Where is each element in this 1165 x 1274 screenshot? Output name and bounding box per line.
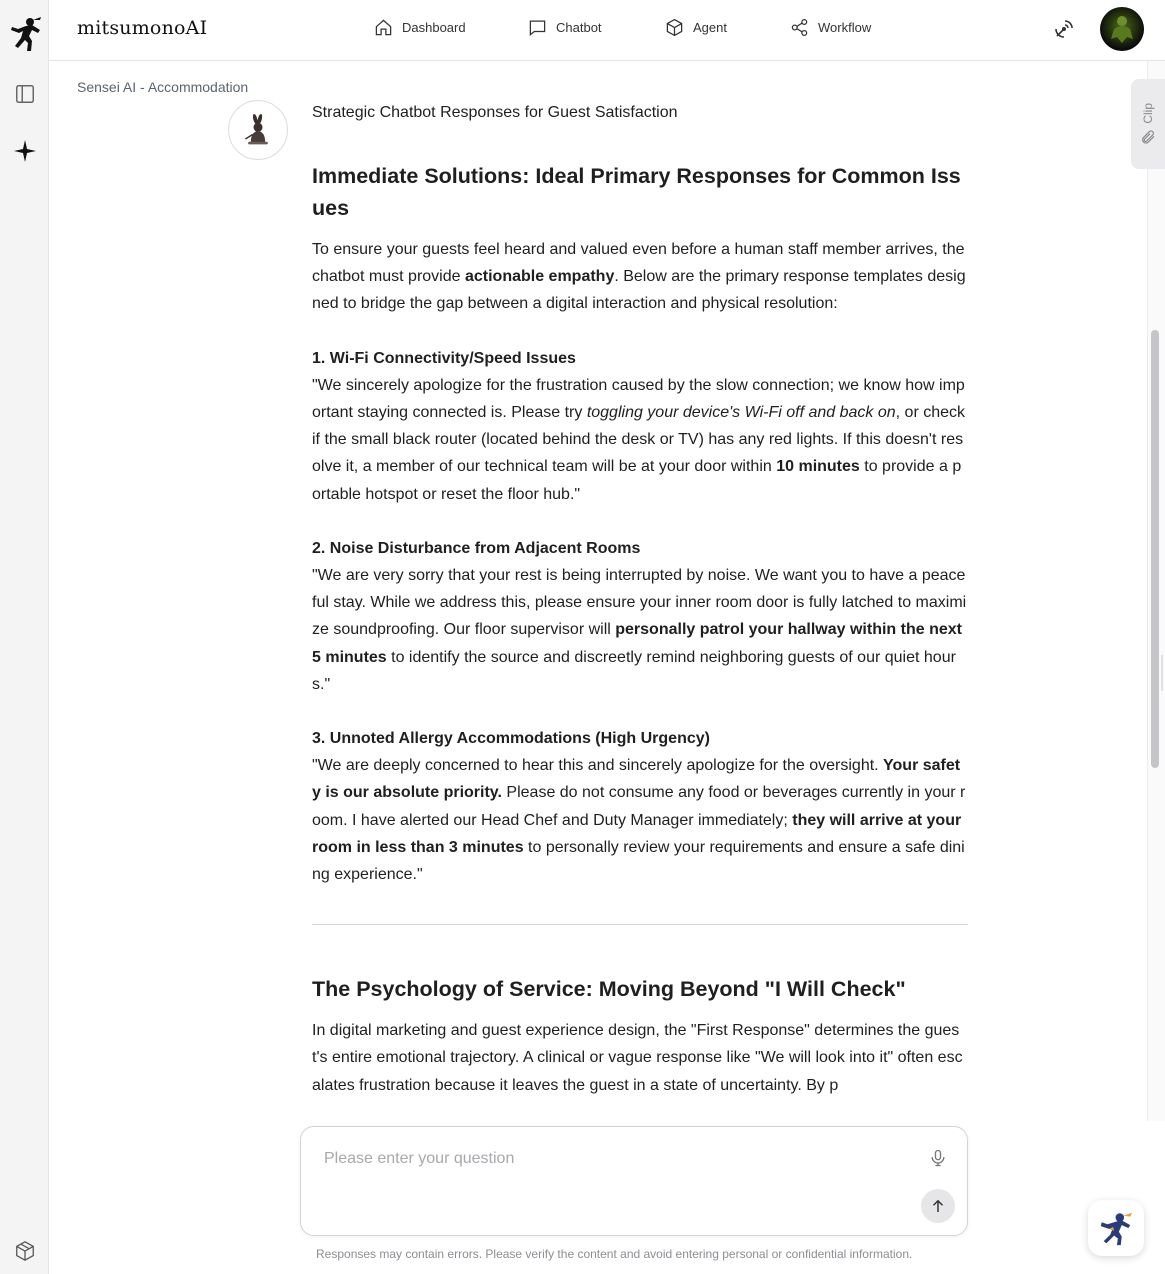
issue-noise-bold: personally patrol your hallway within the next 5 minutes	[312, 621, 962, 666]
nav-agent[interactable]	[665, 18, 727, 37]
issue-allergy-text: "We are deeply concerned to hear this and sincerely apologize for the oversight.	[312, 757, 884, 775]
bot-rabbit-icon	[240, 112, 276, 148]
issue-allergy	[312, 725, 968, 888]
intro-bold: actionable empathy	[464, 268, 615, 286]
chat-bubble-icon	[528, 18, 547, 37]
intro-text-end: . Below are the primary response templates designed to bridge the gap between a digital interaction and physical resolution:	[312, 268, 966, 313]
sidebar-toggle-icon[interactable]	[12, 81, 38, 107]
issue-noise-heading: 2. Noise Disturbance from Adjacent Rooms	[312, 539, 641, 557]
issue-allergy-bold-2: they will arrive at your room in less than 3 minutes	[312, 811, 962, 856]
ninja-logo-icon[interactable]	[8, 16, 42, 52]
chat-composer[interactable]	[300, 1126, 968, 1236]
issue-allergy-text-3: to personally review your requirements and ensure a safe dining experience."	[312, 838, 965, 884]
floating-assistant-button[interactable]	[1088, 1200, 1144, 1256]
question-input[interactable]	[324, 1147, 904, 1171]
clip-tab[interactable]	[1131, 79, 1165, 169]
cube-logo-icon[interactable]	[12, 1238, 38, 1264]
cube-icon	[665, 18, 684, 37]
clip-label: Clip	[1141, 102, 1155, 124]
issue-allergy-heading: 3. Unnoted Allergy Accommodations (High Urgency)	[312, 730, 710, 748]
nav-workflow[interactable]	[790, 18, 871, 37]
nav-chatbot-label: Chatbot	[556, 20, 602, 35]
issue-wifi-text-2: , or check if the small black router (located behind the desk or TV) has any red lights. If this doesn't resolve it, a member of our technical team will be at your door within	[312, 404, 966, 476]
issue-noise	[312, 535, 968, 698]
issue-allergy-bold: Your safety is our absolute priority.	[312, 757, 961, 802]
scrollbar-thumb[interactable]	[1151, 330, 1159, 768]
microphone-icon[interactable]	[925, 1145, 951, 1171]
issue-wifi	[312, 345, 968, 508]
send-button[interactable]	[921, 1189, 955, 1223]
issue-wifi-bold: 10 minutes	[776, 458, 860, 476]
sync-satellite-icon[interactable]	[1052, 17, 1076, 41]
message-title: Strategic Chatbot Responses for Guest Satisfaction	[312, 104, 678, 121]
section-heading-psychology: The Psychology of Service: Moving Beyond "I Will Check"	[312, 977, 906, 1002]
section-heading-immediate-solutions: Immediate Solutions: Ideal Primary Responses for Common Issues	[312, 164, 961, 220]
bot-avatar	[228, 100, 288, 160]
disclaimer-text: Responses may contain errors. Please verify the content and avoid entering personal or confidential information.	[316, 1247, 913, 1261]
issue-allergy-text-2: Please do not consume any food or beverages currently in your room. I have alerted our Head Chef and Duty Manager immediately;	[312, 784, 966, 829]
issue-wifi-heading: 1. Wi-Fi Connectivity/Speed Issues	[312, 349, 576, 367]
intro-paragraph	[312, 236, 968, 318]
divider	[312, 924, 968, 925]
nav-agent-label: Agent	[693, 20, 727, 35]
nav-chatbot[interactable]	[528, 18, 602, 37]
sparkle-icon[interactable]	[12, 138, 38, 164]
psychology-paragraph: In digital marketing and guest experience design, the "First Response" determines the guest's entire emotional trajectory. A clinical or vague response like "We will look into it" often escalates frustration because it leaves the guest in a state of uncertainty. By p	[312, 1022, 963, 1094]
share-nodes-icon	[790, 18, 809, 37]
left-sidebar	[0, 0, 49, 1274]
issue-wifi-text-3: to provide a portable hotspot or reset the floor hub."	[312, 458, 962, 503]
breadcrumb[interactable]: Sensei AI - Accommodation	[77, 79, 249, 95]
user-avatar[interactable]	[1100, 7, 1144, 51]
ninja-mascot-icon	[1097, 1209, 1135, 1247]
issue-noise-text-2: to identify the source and discreetly remind neighboring guests of our quiet hours."	[312, 648, 956, 693]
brand-name[interactable]: mitsumonoAI	[77, 17, 208, 39]
home-icon	[374, 18, 393, 37]
resize-handle[interactable]	[1161, 655, 1163, 691]
arrow-up-icon	[929, 1197, 947, 1215]
top-bar	[49, 0, 1165, 61]
nav-workflow-label: Workflow	[818, 20, 872, 35]
paperclip-icon	[1140, 129, 1156, 145]
nav-dashboard-label: Dashboard	[402, 20, 466, 35]
issue-noise-text: "We are very sorry that your rest is being interrupted by noise. We want you to have a peaceful stay. While we address this, please ensure your inner room door is fully latched to maximize soundproofing. Our floor supervisor will	[312, 567, 967, 639]
issue-wifi-text: "We sincerely apologize for the frustration caused by the slow connection; we know how important staying connected is. Please try	[312, 376, 965, 422]
assistant-message	[312, 100, 968, 1126]
nav-dashboard[interactable]	[374, 18, 466, 37]
intro-text: To ensure your guests feel heard and valued even before a human staff member arrives, the chatbot must provide	[312, 241, 965, 286]
issue-wifi-italic: toggling your device's Wi-Fi off and back on	[586, 404, 896, 422]
